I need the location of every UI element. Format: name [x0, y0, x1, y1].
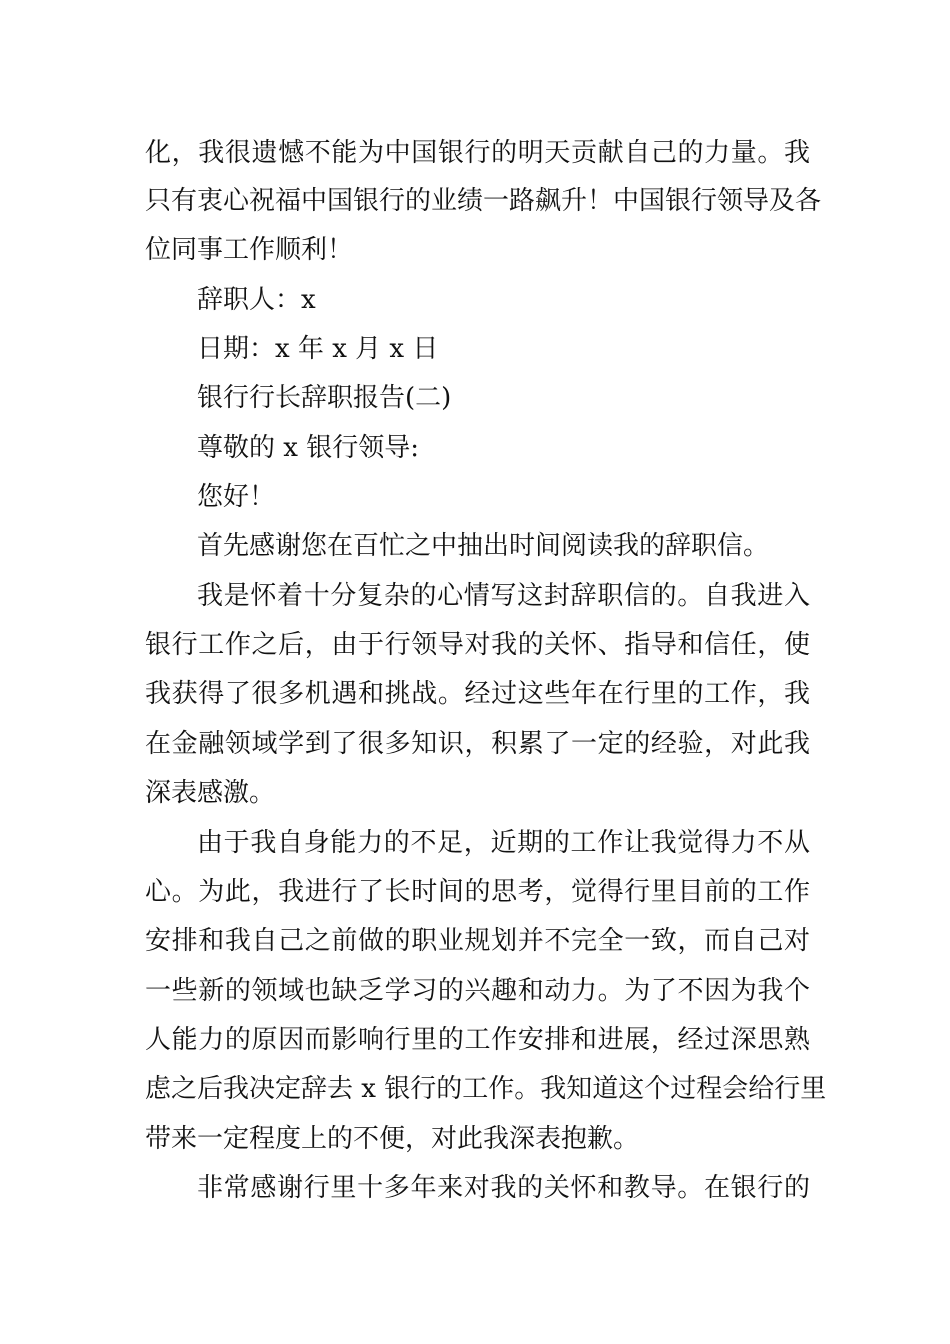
text-line: 非常感谢行里十多年来对我的关怀和教导。在银行的: [197, 1173, 810, 1203]
text-line: 我获得了很多机遇和挑战。经过这些年在行里的工作，我: [145, 679, 810, 709]
text-line: 安排和我自己之前做的职业规划并不完全一致，而自己对: [145, 926, 810, 956]
text-line: 深表感激。: [145, 778, 276, 808]
text-line: 带来一定程度上的不便，对此我深表抱歉。: [145, 1124, 640, 1154]
text-line: 一些新的领域也缺乏学习的兴趣和动力。为了不因为我个: [145, 976, 810, 1006]
text-line: 银行行长辞职报告(二): [197, 383, 452, 413]
text-line: 由于我自身能力的不足，近期的工作让我觉得力不从: [197, 828, 810, 858]
text-line: 辞职人：x: [197, 285, 316, 315]
text-line: 我是怀着十分复杂的心情写这封辞职信的。自我进入: [197, 581, 810, 611]
text-line: 日期：x 年 x 月 x 日: [197, 334, 439, 364]
text-line: 虑之后我决定辞去 x 银行的工作。我知道这个过程会给行里: [145, 1074, 827, 1104]
text-line: 在金融领域学到了很多知识，积累了一定的经验，对此我: [145, 729, 810, 759]
text-line: 人能力的原因而影响行里的工作安排和进展，经过深思熟: [145, 1025, 810, 1055]
text-line: 化，我很遗憾不能为中国银行的明天贡献自己的力量。我: [145, 138, 810, 168]
text-line: 您好！: [197, 482, 276, 512]
text-line: 尊敬的 x 银行领导:: [197, 433, 419, 463]
text-line: 只有衷心祝福中国银行的业绩一路飙升！中国银行领导及各: [145, 186, 822, 216]
text-line: 位同事工作顺利！: [145, 235, 354, 265]
text-line: 首先感谢您在百忙之中抽出时间阅读我的辞职信。: [197, 531, 770, 561]
text-line: 心。为此，我进行了长时间的思考，觉得行里目前的工作: [145, 877, 810, 907]
text-line: 银行工作之后，由于行领导对我的关怀、指导和信任，使: [145, 630, 810, 660]
